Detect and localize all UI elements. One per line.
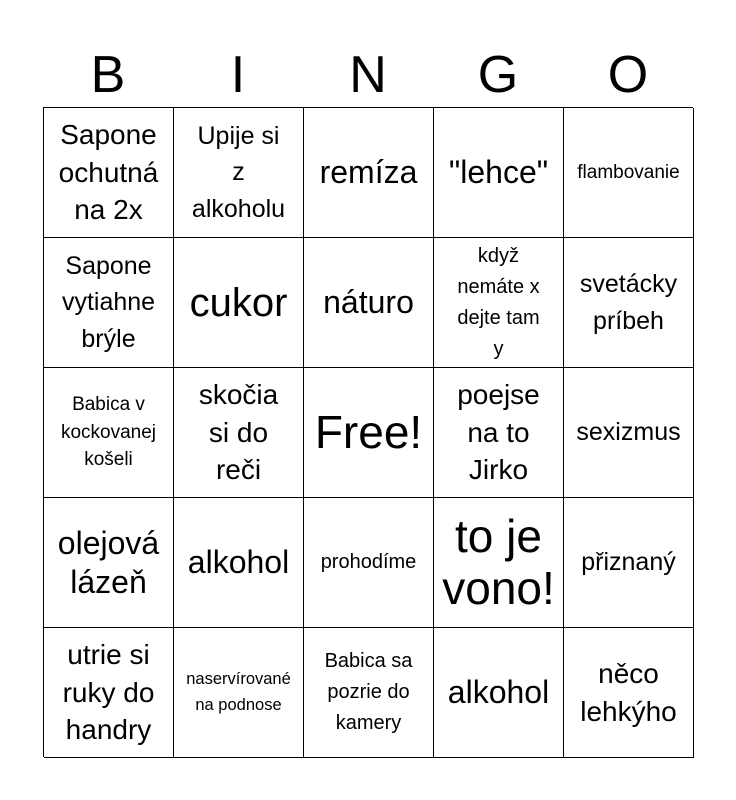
bingo-cell[interactable] <box>434 368 564 498</box>
bingo-cell[interactable] <box>434 238 564 368</box>
bingo-cell-text: olejová lázeň <box>57 525 160 600</box>
bingo-cell-text: "lehce" <box>448 154 549 191</box>
bingo-cell[interactable] <box>174 108 304 238</box>
bingo-cell[interactable] <box>44 108 174 238</box>
bingo-cell[interactable] <box>44 238 174 368</box>
bingo-cell-text: sexizmus <box>576 418 681 447</box>
bingo-cell-text: něco lehkýho <box>580 657 677 727</box>
bingo-cell-text: Free! <box>314 405 423 458</box>
bingo-free-cell[interactable] <box>304 368 434 498</box>
bingo-card-grid <box>43 107 693 757</box>
bingo-cell-text: flambovanie <box>577 161 680 183</box>
bingo-cell-text: svetácky príbeh <box>579 270 678 335</box>
bingo-cell-text: skočia si do reči <box>198 378 279 486</box>
bingo-cell-text: cukor <box>189 280 288 325</box>
bingo-cell[interactable] <box>174 368 304 498</box>
header-letter-o: O <box>607 46 649 104</box>
bingo-cell[interactable] <box>44 368 174 498</box>
bingo-cell-text: Sapone ochutná na 2x <box>58 118 159 226</box>
header-letter-b: B <box>90 46 126 104</box>
bingo-cell[interactable] <box>174 498 304 628</box>
bingo-cell-text: naservírované na podnose <box>186 669 291 714</box>
bingo-cell[interactable] <box>564 498 694 628</box>
bingo-cell-text: utrie si ruky do handry <box>62 638 155 746</box>
bingo-cell[interactable] <box>434 628 564 758</box>
bingo-cell-text: když nemáte x dejte tam y <box>457 244 540 360</box>
bingo-cell[interactable] <box>564 628 694 758</box>
bingo-cell-text: prohodíme <box>320 551 417 573</box>
bingo-cell[interactable] <box>304 108 434 238</box>
bingo-cell[interactable] <box>434 498 564 628</box>
bingo-cell[interactable] <box>564 108 694 238</box>
header-letter-i: I <box>230 46 246 104</box>
bingo-cell-text: remíza <box>319 154 418 191</box>
bingo-cell-text: přiznaný <box>581 548 676 577</box>
bingo-cell[interactable] <box>304 628 434 758</box>
bingo-cell-text: alkohol <box>187 544 290 581</box>
bingo-cell-text: poejse na to Jirko <box>457 378 540 486</box>
bingo-cell-text: Upije si z alkoholu <box>191 122 286 223</box>
bingo-cell-text: alkohol <box>447 674 550 711</box>
bingo-cell[interactable] <box>434 108 564 238</box>
bingo-cell[interactable] <box>174 628 304 758</box>
bingo-cell[interactable] <box>564 368 694 498</box>
bingo-cell[interactable] <box>304 498 434 628</box>
bingo-cell[interactable] <box>44 498 174 628</box>
header-letter-g: G <box>477 46 519 104</box>
bingo-cell-text: to je vono! <box>442 509 555 614</box>
bingo-cell-text: náturo <box>323 284 414 321</box>
header-letter-n: N <box>349 46 387 104</box>
bingo-cell[interactable] <box>304 238 434 368</box>
bingo-cell[interactable] <box>44 628 174 758</box>
bingo-cell-text: Babica sa pozrie do kamery <box>324 650 413 734</box>
bingo-cell-text: Sapone vytiahne brýle <box>61 252 156 353</box>
bingo-cell-text: Babica v kockovanej košeli <box>60 394 157 471</box>
bingo-header <box>43 42 693 108</box>
bingo-cell[interactable] <box>174 238 304 368</box>
bingo-cell[interactable] <box>564 238 694 368</box>
